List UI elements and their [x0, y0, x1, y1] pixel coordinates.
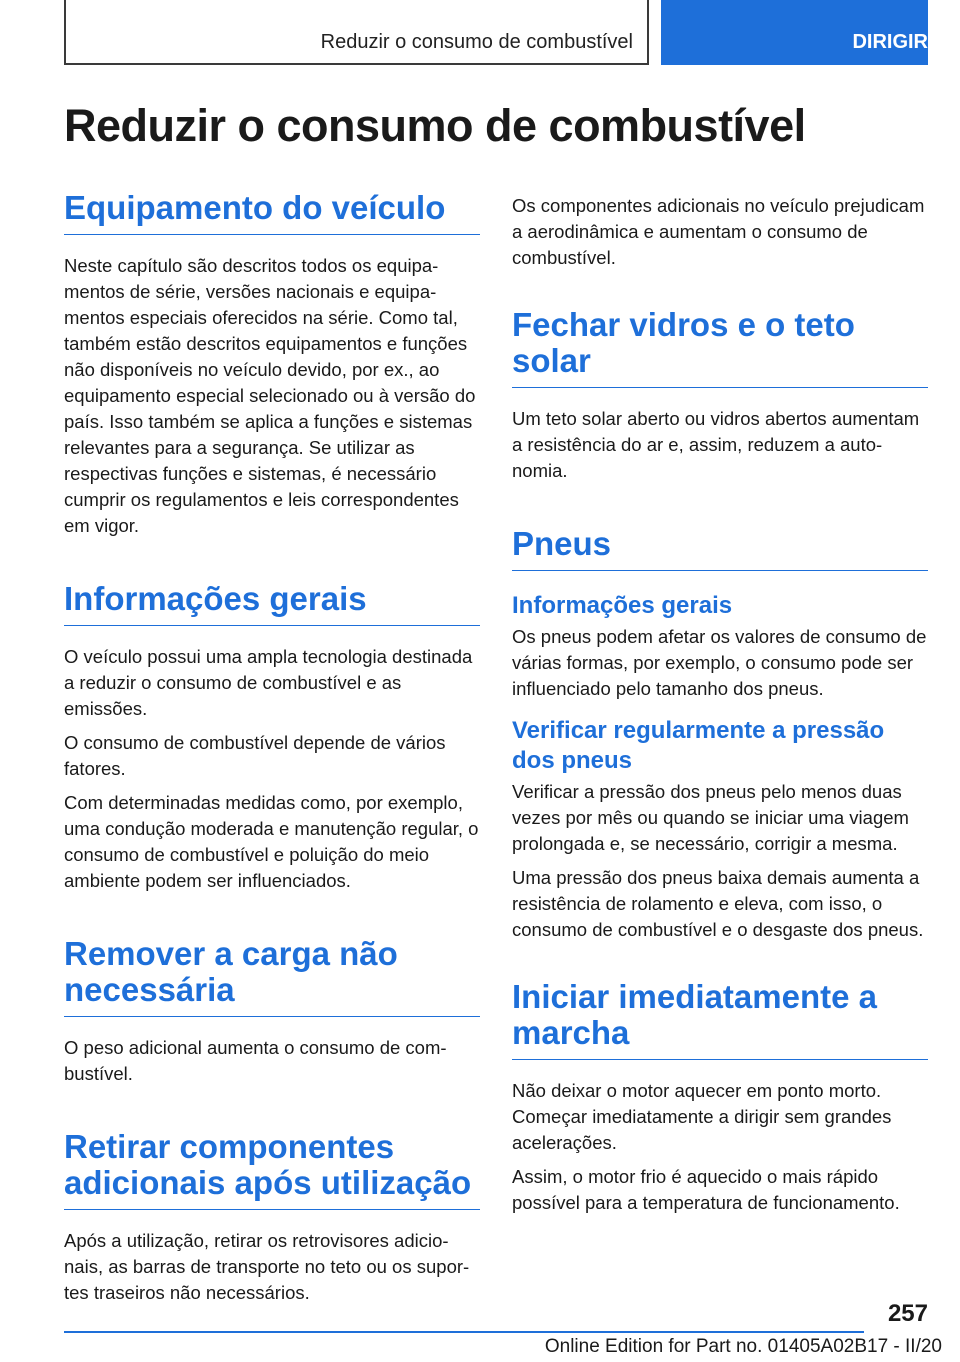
heading-equipamento: Equipamento do veículo: [64, 190, 480, 235]
heading-iniciar-marcha: Iniciar imediatamente a marcha: [512, 979, 928, 1060]
header-chapter-tab: [661, 0, 928, 65]
page-number: 257: [887, 1300, 928, 1327]
paragraph: O peso adicional aumenta o consumo de combustível.: [64, 1037, 447, 1084]
subheading-verificar-pressao: Verificar regularmente a pressão dos pneus: [512, 717, 885, 774]
footer-divider: [64, 1331, 864, 1333]
paragraph: Verificar a pressão dos pneus pelo menos duas vezes por mês ou quando se iniciar uma viagem prolongada e, se necessário, corrigir a mesma.: [512, 781, 909, 854]
paragraph: Com determinadas medidas como, por exemplo, uma condução moderada e manutenção regular, o consumo de combustível e poluição do meio ambiente podem ser influenciados.: [64, 792, 479, 891]
header-chapter-label: DIRIGIR: [852, 31, 928, 53]
paragraph: Os componentes adicionais no veículo prejudicam a aerodinâmica e aumentam o consumo de combustível.: [512, 195, 925, 268]
left-column: [64, 190, 480, 1314]
paragraph: O veículo possui uma ampla tecnologia destinada a reduzir o consumo de combustível e as emissões.: [64, 646, 473, 719]
paragraph: Um teto solar aberto ou vidros abertos aumentam a resistência do ar e, assim, reduzem a autonomia.: [512, 408, 920, 481]
paragraph: Não deixar o motor aquecer em ponto morto. Começar imediatamente a dirigir sem grandes acelerações.: [512, 1080, 892, 1153]
paragraph: Uma pressão dos pneus baixa demais aumenta a resistência de rolamento e eleva, com isso, o consumo de combustível e o desgaste dos pneus.: [512, 867, 924, 940]
paragraph: Assim, o motor frio é aquecido o mais rápido possível para a temperatura de funcionamento.: [512, 1166, 900, 1213]
paragraph: Após a utilização, retirar os retrovisores adicionais, as barras de transporte no teto ou os suportes traseiros não necessários.: [64, 1230, 470, 1303]
footer-edition: [545, 1336, 942, 1358]
paragraph: Neste capítulo são descritos todos os equipamentos de série, versões nacionais e equipamentos especiais oferecidos na série. Como tal, também estão descritos equipamentos e funções não disponíveis no veículo devido, por ex., ao equipamento especial selecionado ou à versão do país. Isso também se aplica a funções e sistemas relevantes para a segurança. Se utilizar as respectivas funções e sistemas, é necessário cumprir os regulamentos e leis correspondentes em vigor.: [64, 255, 476, 536]
heading-retirar-componentes: Retirar componentes adicionais após utilização: [64, 1129, 480, 1210]
paragraph: Os pneus podem afetar os valores de consumo de várias formas, por exemplo, o consumo pode ser influenciado pelo tamanho dos pneus.: [512, 626, 927, 699]
heading-pneus: Pneus: [512, 526, 928, 571]
heading-informacoes-gerais: Informações gerais: [64, 581, 480, 626]
header-section-title: Reduzir o consumo de combustível: [320, 31, 633, 53]
paragraph: O consumo de combustível depende de vários fatores.: [64, 732, 446, 779]
heading-remover-carga: Remover a carga não necessária: [64, 936, 480, 1017]
header-section-box: [64, 0, 649, 65]
page-header: [64, 0, 928, 65]
right-column: [512, 193, 928, 1224]
page-title: Reduzir o consumo de combustível: [64, 100, 806, 151]
edition-text: Online Edition for Part no. 01405A02B17 - II/20: [544, 1336, 942, 1357]
heading-fechar-vidros: Fechar vidros e o teto solar: [512, 307, 928, 388]
subheading-informacoes-gerais: Informações gerais: [512, 592, 733, 619]
